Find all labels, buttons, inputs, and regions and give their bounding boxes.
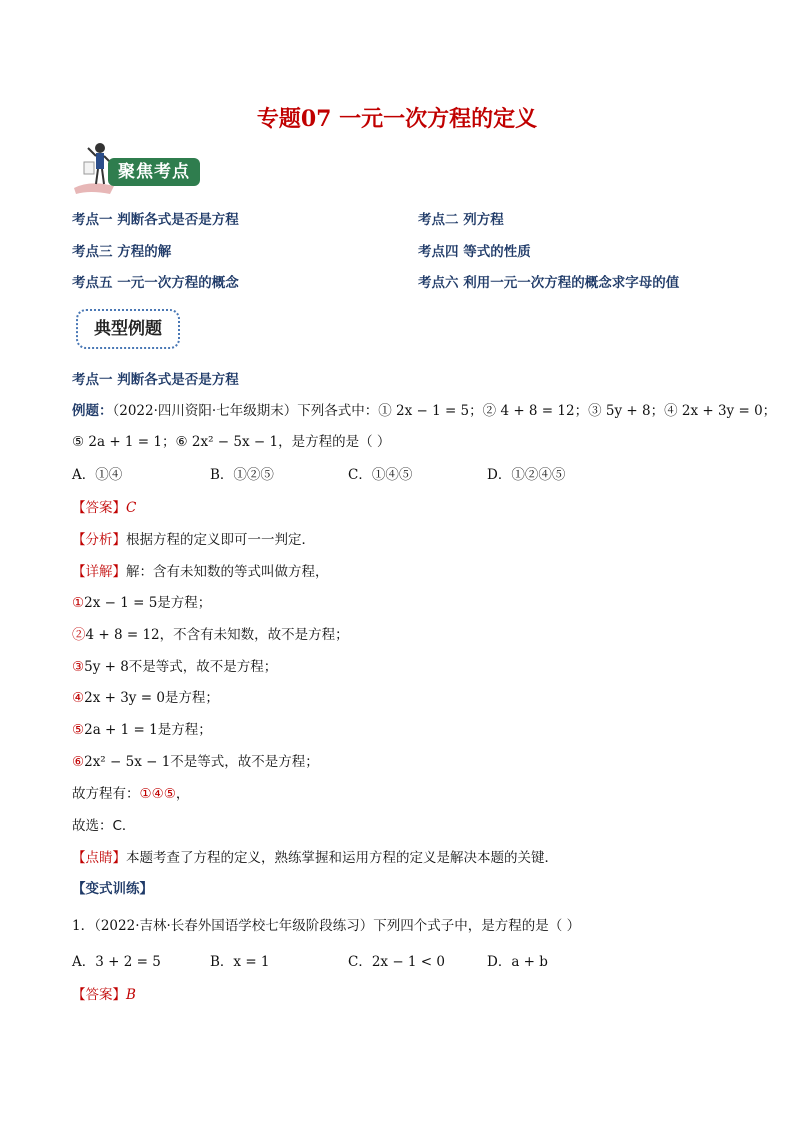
detail-item-text: 4 + 8 = 12，不含有未知数，故不是方程； — [85, 627, 349, 643]
detail-item — [72, 718, 212, 738]
example-line-1 — [72, 399, 776, 419]
kaodian-5: 考点五 一元一次方程的概念 — [72, 275, 239, 291]
option-c: C．①④⑤ — [348, 467, 413, 483]
kaodian-4: 考点四 等式的性质 — [418, 244, 531, 260]
detail-item — [72, 623, 349, 643]
analysis-text: 根据方程的定义即可一一判定． — [126, 532, 315, 548]
question-1-text: 1．（2022·吉林·长春外国语学校七年级阶段练习）下列四个式子中，是方程的是（ ） — [72, 918, 581, 934]
q1-answer-tag: 【答案】 — [72, 987, 126, 1003]
analysis-tag: 【分析】 — [72, 532, 126, 548]
q1-option-b: B．x = 1 — [210, 954, 270, 970]
example-box: 典型例题 — [76, 309, 180, 349]
option-d: D．①②④⑤ — [487, 467, 566, 483]
comment-line — [72, 846, 558, 866]
kaodian-6: 考点六 利用一元一次方程的概念求字母的值 — [418, 275, 680, 291]
detail-text: 解：含有未知数的等式叫做方程， — [126, 564, 329, 580]
detail-item-text: 2x² − 5x − 1不是等式，故不是方程； — [84, 754, 319, 770]
answer-tag: 【答案】 — [72, 500, 126, 516]
kaodian-3: 考点三 方程的解 — [72, 244, 172, 260]
kaodian-2: 考点二 列方程 — [418, 212, 504, 228]
option-a: A．①④ — [72, 467, 123, 483]
comment-text: 本题考查了方程的定义，熟练掌握和运用方程的定义是解决本题的关键． — [126, 850, 558, 866]
conclusion-prefix: 故方程有： — [72, 786, 140, 802]
q1-option-c: C．2x − 1 < 0 — [348, 954, 445, 970]
example-label: 例题： — [72, 403, 113, 419]
detail-item-text: 5y + 8不是等式，故不是方程； — [84, 659, 278, 675]
choose-line: 故选：C． — [72, 818, 136, 834]
detail-tag: 【详解】 — [72, 564, 126, 580]
option-b: B．①②⑤ — [210, 467, 274, 483]
detail-mark: ⑤ — [72, 722, 85, 738]
detail-item-text: 2x + 3y = 0是方程； — [84, 690, 219, 706]
detail-mark: ① — [72, 595, 85, 611]
section-badge — [70, 140, 205, 196]
detail-mark: ② — [72, 627, 86, 643]
q1-option-d: D．a + b — [487, 954, 548, 970]
detail-item — [72, 655, 277, 675]
detail-item — [72, 750, 319, 770]
detail-mark: ⑥ — [72, 754, 85, 770]
answer-value: C — [126, 500, 137, 516]
detail-item-text: 2a + 1 = 1是方程； — [84, 722, 212, 738]
variant-heading: 【变式训练】 — [72, 881, 153, 897]
q1-option-a: A．3 + 2 = 5 — [72, 954, 161, 970]
section1-heading: 考点一 判断各式是否是方程 — [72, 372, 239, 388]
q1-answer-value: B — [126, 987, 136, 1003]
detail-item — [72, 686, 219, 706]
answer-line — [72, 496, 136, 516]
badge-label: 聚焦考点 — [108, 158, 200, 186]
page-title: 专题07 一元一次方程的定义 — [256, 106, 538, 132]
detail-item-text: 2x − 1 = 5是方程； — [84, 595, 212, 611]
conclusion-line — [72, 782, 189, 802]
example-text-2: ⑤ 2a + 1 = 1；⑥ 2x² − 5x − 1，是方程的是（ ） — [72, 434, 391, 450]
kaodian-1: 考点一 判断各式是否是方程 — [72, 212, 239, 228]
q1-answer-line — [72, 983, 136, 1003]
conclusion-suffix: ， — [175, 786, 190, 802]
example-text-1: （2022·四川资阳·七年级期末）下列各式中：① 2x − 1 = 5；② 4 + 8 = 12；③ 5y + 8；④ 2x + 3y = 0； — [112, 403, 777, 419]
detail-mark: ③ — [72, 659, 85, 675]
detail-line — [72, 560, 329, 580]
detail-item — [72, 591, 211, 611]
detail-mark: ④ — [72, 690, 85, 706]
comment-tag: 【点睛】 — [72, 850, 126, 866]
analysis-line — [72, 528, 315, 548]
conclusion-marks: ①④⑤ — [139, 786, 176, 802]
